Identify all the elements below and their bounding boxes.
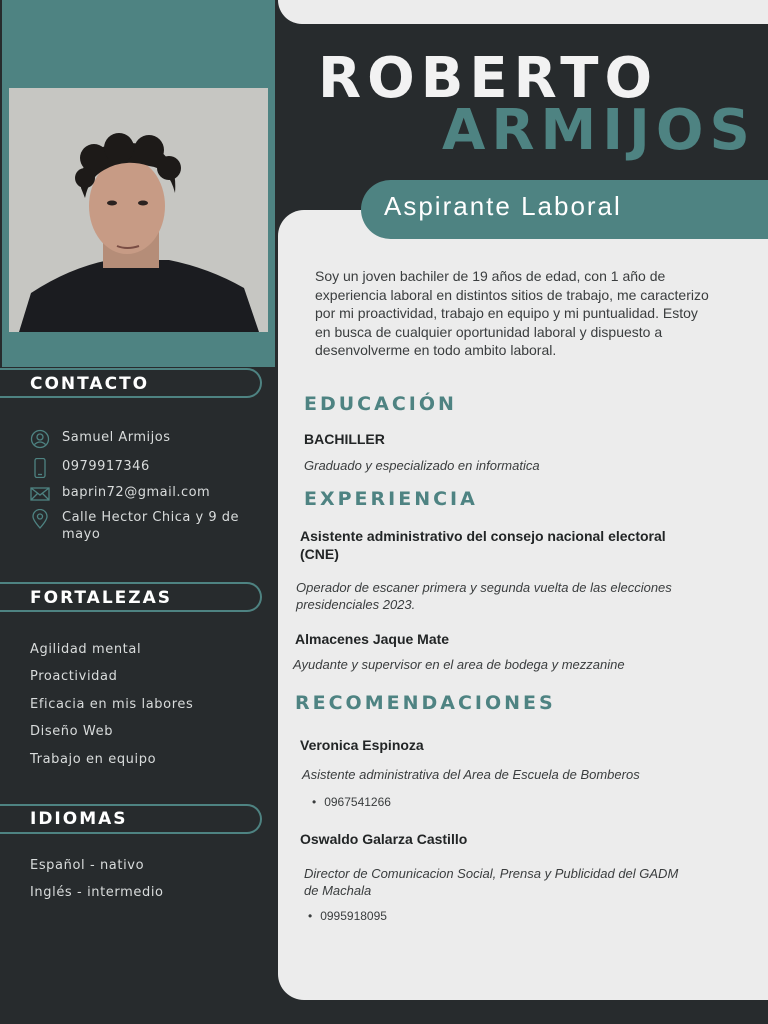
language-item: Español - nativo [30,858,145,873]
reference-name: Veronica Espinoza [300,737,424,753]
email-icon [30,484,50,504]
strength-item: Agilidad mental [30,642,142,657]
education-degree: BACHILLER [304,431,385,447]
strength-item: Eficacia en mis labores [30,697,194,712]
contact-name: Samuel Armijos [62,430,171,445]
last-name: ARMIJOS [442,98,756,163]
sidebar [0,0,276,1024]
job-detail: Ayudante y supervisor en el area de bodega y mezzanine [293,657,625,672]
job-title: Almacenes Jaque Mate [295,631,450,647]
contact-email-row [30,484,247,504]
location-icon [30,509,50,529]
languages-title: IDIOMAS [30,809,128,829]
strengths-title: FORTALEZAS [30,588,172,608]
contact-name-row [30,429,247,449]
job-detail: Operador de escaner primera y segunda vuelta de las elecciones presidenciales 2023. [296,580,672,612]
contact-email[interactable]: baprin72@gmail.com [62,485,211,500]
contact-phone-row [30,458,247,478]
about-paragraph: Soy un joven bachiler de 19 años de edad, con 1 año de experiencia laboral en distintos sitios de trabajo, me caracterizo por mi proactividad, trabajo en equipo y mi puntualidad. Estoy en busca de cualquier oportunidad laboral y dispuesto a desenvolverme en todo ambito laboral. [315,268,709,358]
reference-phone: • 0995918095 [308,909,387,923]
contact-title: CONTACTO [30,374,150,394]
reference-name: Oswaldo Galarza Castillo [300,831,468,847]
user-icon [30,429,50,449]
job-title: Asistente administrativo del consejo nacional electoral (CNE) [300,528,666,562]
education-title: EDUCACIÓN [304,393,457,415]
contact-phone[interactable]: 0979917346 [62,459,150,474]
education-detail: Graduado y especializado en informatica [304,458,540,473]
contact-address: Calle Hector Chica y 9 de mayo [62,510,239,542]
reference-phone: • 0967541266 [312,795,391,809]
strength-item: Proactividad [30,669,118,684]
reference-detail: Director de Comunicacion Social, Prensa y Publicidad del GADM de Machala [304,866,679,898]
profile-photo [9,88,268,332]
strength-item: Diseño Web [30,724,114,739]
reference-detail: Asistente administrativa del Area de Escuela de Bomberos [302,767,640,782]
first-name: ROBERTO [318,46,659,111]
references-title: RECOMENDACIONES [295,692,556,714]
experience-title: EXPERIENCIA [304,488,478,510]
role-title: Aspirante Laboral [384,191,622,221]
strength-item: Trabajo en equipo [30,752,157,767]
contact-address-row [30,509,247,543]
phone-icon [30,458,50,478]
top-light-band [278,0,768,24]
language-item: Inglés - intermedio [30,885,164,900]
